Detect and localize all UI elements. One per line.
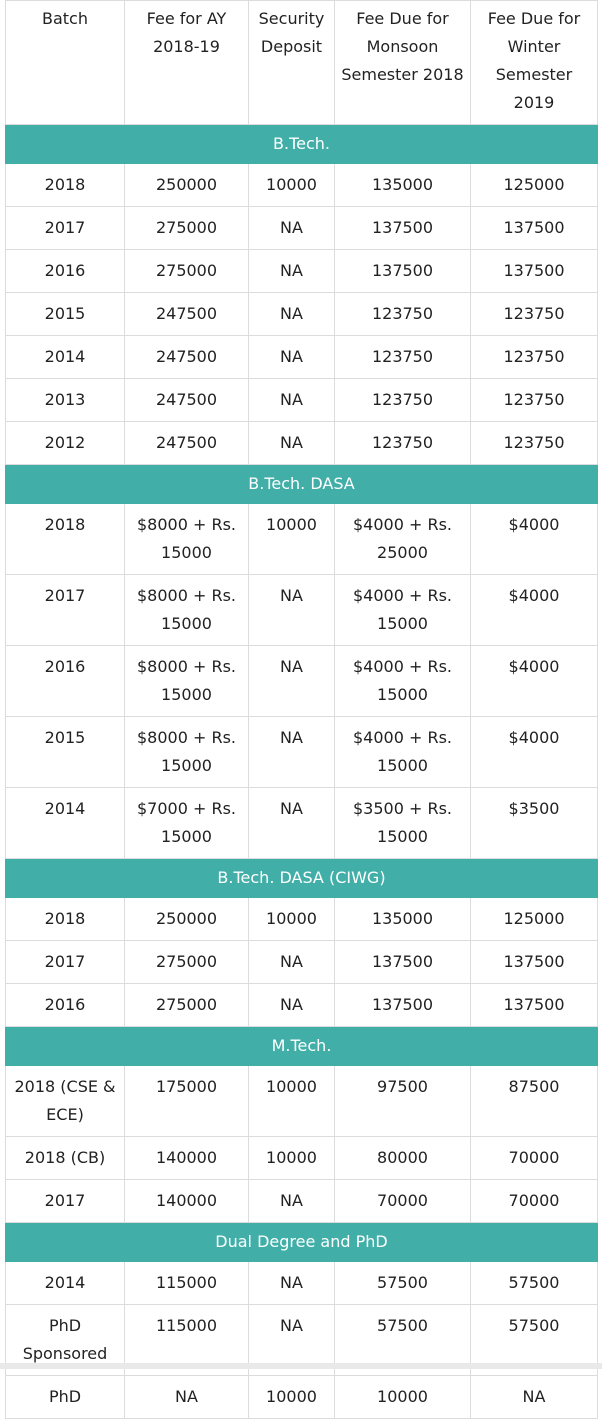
batch-cell: 2014 bbox=[6, 788, 125, 859]
fee-ay-cell: 275000 bbox=[125, 941, 249, 984]
fee-winter-cell: 125000 bbox=[471, 898, 598, 941]
batch-cell: 2017 bbox=[6, 575, 125, 646]
fee-ay-cell: 115000 bbox=[125, 1262, 249, 1305]
fee-monsoon-cell: 70000 bbox=[335, 1180, 471, 1223]
fee-monsoon-cell: $3500 + Rs. 15000 bbox=[335, 788, 471, 859]
fee-monsoon-cell: 57500 bbox=[335, 1262, 471, 1305]
batch-cell: 2018 bbox=[6, 504, 125, 575]
table-row bbox=[6, 250, 598, 293]
batch-cell: PhD bbox=[6, 1376, 125, 1419]
fee-ay-cell: NA bbox=[125, 1376, 249, 1419]
table-row bbox=[6, 717, 598, 788]
fee-ay-cell: 247500 bbox=[125, 336, 249, 379]
fee-winter-cell: 123750 bbox=[471, 293, 598, 336]
fee-monsoon-cell: 137500 bbox=[335, 250, 471, 293]
fee-winter-cell: 123750 bbox=[471, 422, 598, 465]
fee-winter-cell: 70000 bbox=[471, 1180, 598, 1223]
fee-monsoon-cell: $4000 + Rs. 25000 bbox=[335, 504, 471, 575]
fee-monsoon-cell: 80000 bbox=[335, 1137, 471, 1180]
table-row bbox=[6, 422, 598, 465]
fee-winter-cell: 70000 bbox=[471, 1137, 598, 1180]
fee-winter-cell: NA bbox=[471, 1376, 598, 1419]
fee-winter-cell: $3500 bbox=[471, 788, 598, 859]
fee-ay-cell: 175000 bbox=[125, 1066, 249, 1137]
table-row bbox=[6, 379, 598, 422]
security-deposit-cell: NA bbox=[249, 250, 335, 293]
table-row bbox=[6, 1262, 598, 1305]
fee-ay-cell: $8000 + Rs. 15000 bbox=[125, 504, 249, 575]
table-row bbox=[6, 941, 598, 984]
table-row bbox=[6, 164, 598, 207]
section-title: B.Tech. bbox=[6, 125, 598, 164]
batch-cell: 2016 bbox=[6, 984, 125, 1027]
fee-monsoon-cell: 57500 bbox=[335, 1305, 471, 1376]
table-row bbox=[6, 336, 598, 379]
fee-ay-cell: $7000 + Rs. 15000 bbox=[125, 788, 249, 859]
batch-cell: 2018 bbox=[6, 164, 125, 207]
security-deposit-cell: NA bbox=[249, 293, 335, 336]
table-row bbox=[6, 1137, 598, 1180]
security-deposit-cell: NA bbox=[249, 717, 335, 788]
security-deposit-cell: NA bbox=[249, 575, 335, 646]
table-row bbox=[6, 898, 598, 941]
table-row bbox=[6, 575, 598, 646]
section-title: B.Tech. DASA (CIWG) bbox=[6, 859, 598, 898]
fee-monsoon-cell: 135000 bbox=[335, 164, 471, 207]
batch-cell: 2014 bbox=[6, 336, 125, 379]
security-deposit-cell: NA bbox=[249, 207, 335, 250]
fee-winter-cell: $4000 bbox=[471, 717, 598, 788]
column-header-fee-ay: Fee for AY 2018-19 bbox=[125, 1, 249, 125]
fee-ay-cell: 275000 bbox=[125, 250, 249, 293]
security-deposit-cell: 10000 bbox=[249, 1066, 335, 1137]
section-row bbox=[6, 1027, 598, 1066]
fee-monsoon-cell: 123750 bbox=[335, 336, 471, 379]
table-row bbox=[6, 1066, 598, 1137]
fee-monsoon-cell: 137500 bbox=[335, 941, 471, 984]
section-title: B.Tech. DASA bbox=[6, 465, 598, 504]
table-row bbox=[6, 984, 598, 1027]
batch-cell: 2018 bbox=[6, 898, 125, 941]
fee-monsoon-cell: 123750 bbox=[335, 293, 471, 336]
security-deposit-cell: 10000 bbox=[249, 504, 335, 575]
fee-ay-cell: 140000 bbox=[125, 1180, 249, 1223]
fee-winter-cell: 57500 bbox=[471, 1305, 598, 1376]
section-row bbox=[6, 465, 598, 504]
security-deposit-cell: NA bbox=[249, 941, 335, 984]
batch-cell: PhD Sponsored bbox=[6, 1305, 125, 1376]
fee-table bbox=[5, 0, 598, 1419]
batch-cell: 2012 bbox=[6, 422, 125, 465]
security-deposit-cell: NA bbox=[249, 1180, 335, 1223]
column-header-fee-winter: Fee Due for Winter Semester 2019 bbox=[471, 1, 598, 125]
batch-cell: 2015 bbox=[6, 293, 125, 336]
batch-cell: 2015 bbox=[6, 717, 125, 788]
table-body bbox=[6, 125, 598, 1419]
fee-monsoon-cell: $4000 + Rs. 15000 bbox=[335, 717, 471, 788]
table-row bbox=[6, 293, 598, 336]
fee-winter-cell: 123750 bbox=[471, 379, 598, 422]
table-row bbox=[6, 207, 598, 250]
fee-ay-cell: 275000 bbox=[125, 207, 249, 250]
section-title: M.Tech. bbox=[6, 1027, 598, 1066]
section-row bbox=[6, 1223, 598, 1262]
section-row bbox=[6, 125, 598, 164]
fee-ay-cell: 250000 bbox=[125, 164, 249, 207]
batch-cell: 2016 bbox=[6, 250, 125, 293]
section-title: Dual Degree and PhD bbox=[6, 1223, 598, 1262]
fee-winter-cell: 123750 bbox=[471, 336, 598, 379]
table-row bbox=[6, 646, 598, 717]
fee-winter-cell: 137500 bbox=[471, 250, 598, 293]
security-deposit-cell: NA bbox=[249, 336, 335, 379]
table-header bbox=[6, 1, 598, 125]
table-row bbox=[6, 504, 598, 575]
fee-monsoon-cell: 97500 bbox=[335, 1066, 471, 1137]
security-deposit-cell: NA bbox=[249, 984, 335, 1027]
fee-monsoon-cell: 123750 bbox=[335, 379, 471, 422]
security-deposit-cell: 10000 bbox=[249, 1376, 335, 1419]
fee-ay-cell: 247500 bbox=[125, 379, 249, 422]
fee-ay-cell: 250000 bbox=[125, 898, 249, 941]
security-deposit-cell: NA bbox=[249, 1262, 335, 1305]
fee-monsoon-cell: $4000 + Rs. 15000 bbox=[335, 575, 471, 646]
fee-winter-cell: $4000 bbox=[471, 504, 598, 575]
fee-monsoon-cell: 10000 bbox=[335, 1376, 471, 1419]
fee-ay-cell: 247500 bbox=[125, 293, 249, 336]
column-header-batch: Batch bbox=[6, 1, 125, 125]
fee-ay-cell: $8000 + Rs. 15000 bbox=[125, 646, 249, 717]
table-row bbox=[6, 1376, 598, 1419]
batch-cell: 2014 bbox=[6, 1262, 125, 1305]
fee-ay-cell: 275000 bbox=[125, 984, 249, 1027]
fee-ay-cell: 115000 bbox=[125, 1305, 249, 1376]
column-header-fee-monsoon: Fee Due for Monsoon Semester 2018 bbox=[335, 1, 471, 125]
column-header-security-deposit: Security Deposit bbox=[249, 1, 335, 125]
batch-cell: 2013 bbox=[6, 379, 125, 422]
batch-cell: 2016 bbox=[6, 646, 125, 717]
fee-winter-cell: 87500 bbox=[471, 1066, 598, 1137]
header-row bbox=[6, 1, 598, 125]
table-row bbox=[6, 1180, 598, 1223]
page-bottom-divider bbox=[0, 1363, 602, 1369]
security-deposit-cell: NA bbox=[249, 646, 335, 717]
fee-ay-cell: 140000 bbox=[125, 1137, 249, 1180]
security-deposit-cell: 10000 bbox=[249, 898, 335, 941]
security-deposit-cell: NA bbox=[249, 1305, 335, 1376]
batch-cell: 2018 (CB) bbox=[6, 1137, 125, 1180]
security-deposit-cell: 10000 bbox=[249, 1137, 335, 1180]
security-deposit-cell: NA bbox=[249, 422, 335, 465]
batch-cell: 2018 (CSE & ECE) bbox=[6, 1066, 125, 1137]
fee-winter-cell: 125000 bbox=[471, 164, 598, 207]
fee-monsoon-cell: $4000 + Rs. 15000 bbox=[335, 646, 471, 717]
security-deposit-cell: NA bbox=[249, 379, 335, 422]
fee-ay-cell: 247500 bbox=[125, 422, 249, 465]
batch-cell: 2017 bbox=[6, 941, 125, 984]
fee-monsoon-cell: 137500 bbox=[335, 207, 471, 250]
fee-monsoon-cell: 137500 bbox=[335, 984, 471, 1027]
batch-cell: 2017 bbox=[6, 1180, 125, 1223]
fee-ay-cell: $8000 + Rs. 15000 bbox=[125, 575, 249, 646]
fee-winter-cell: 137500 bbox=[471, 941, 598, 984]
fee-winter-cell: $4000 bbox=[471, 646, 598, 717]
fee-winter-cell: 137500 bbox=[471, 984, 598, 1027]
fee-winter-cell: $4000 bbox=[471, 575, 598, 646]
fee-monsoon-cell: 135000 bbox=[335, 898, 471, 941]
fee-ay-cell: $8000 + Rs. 15000 bbox=[125, 717, 249, 788]
fee-monsoon-cell: 123750 bbox=[335, 422, 471, 465]
fee-winter-cell: 57500 bbox=[471, 1262, 598, 1305]
section-row bbox=[6, 859, 598, 898]
table-row bbox=[6, 788, 598, 859]
batch-cell: 2017 bbox=[6, 207, 125, 250]
security-deposit-cell: 10000 bbox=[249, 164, 335, 207]
fee-winter-cell: 137500 bbox=[471, 207, 598, 250]
security-deposit-cell: NA bbox=[249, 788, 335, 859]
